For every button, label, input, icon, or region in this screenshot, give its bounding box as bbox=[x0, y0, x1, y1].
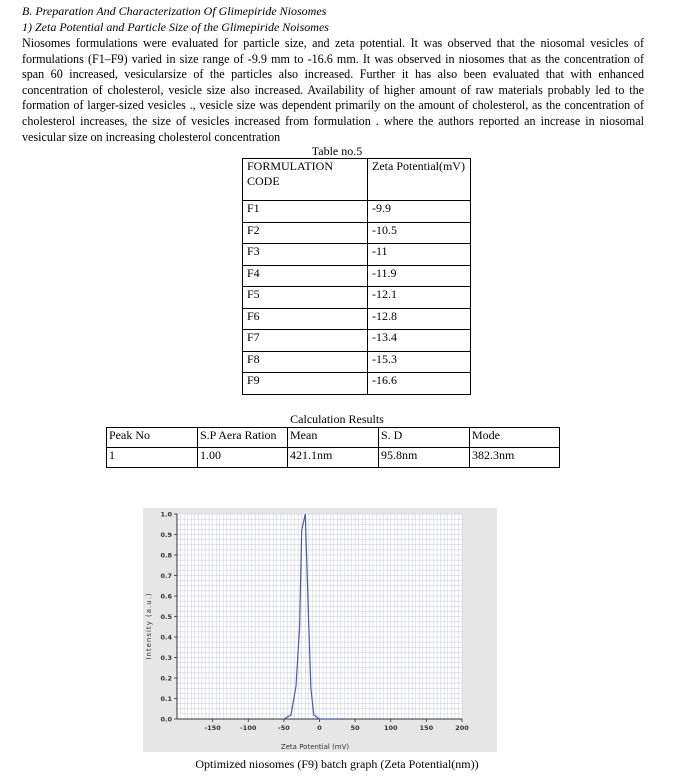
section-heading: B. Preparation And Characterization Of Glimepiride Niosomes bbox=[22, 4, 327, 18]
y-tick-label: 0.5 bbox=[160, 613, 172, 621]
formulation-cell: F8 bbox=[243, 351, 368, 373]
header-sp-area-ratio: S.P Aera Ration bbox=[198, 428, 288, 448]
sd-cell: 95.8nm bbox=[379, 448, 470, 468]
table-row bbox=[243, 265, 471, 287]
zeta-cell: -12.8 bbox=[368, 308, 471, 330]
mode-cell: 382.3nm bbox=[470, 448, 560, 468]
x-tick-label: 200 bbox=[455, 724, 469, 732]
zeta-cell: -11 bbox=[368, 244, 471, 266]
zeta-potential-chart-frame bbox=[143, 508, 497, 752]
peak-no-cell: 1 bbox=[107, 448, 198, 468]
table5-caption: Table no.5 bbox=[311, 144, 363, 158]
table-row bbox=[243, 308, 471, 330]
table-row bbox=[243, 222, 471, 244]
subsection-heading: 1) Zeta Potential and Particle Size of the Glimepiride Noisomes bbox=[22, 20, 329, 34]
formulation-cell: F4 bbox=[243, 265, 368, 287]
sp-area-ratio-cell: 1.00 bbox=[198, 448, 288, 468]
calc-caption: Calculation Results bbox=[290, 412, 384, 426]
chart-grid bbox=[177, 514, 462, 719]
table-row bbox=[243, 351, 471, 373]
header-sd: S. D bbox=[379, 428, 470, 448]
zeta-cell: -9.9 bbox=[368, 201, 471, 223]
x-tick-label: -150 bbox=[204, 724, 221, 732]
y-tick-label: 1.0 bbox=[160, 510, 172, 519]
x-tick-label: 0 bbox=[317, 724, 322, 732]
formulation-cell: F5 bbox=[243, 287, 368, 309]
formulation-cell: F1 bbox=[243, 201, 368, 223]
zeta-cell: -10.5 bbox=[368, 222, 471, 244]
header-formulation-code: FORMULATION CODE bbox=[243, 159, 368, 201]
formulation-cell: F3 bbox=[243, 244, 368, 266]
table-header-row bbox=[107, 428, 560, 448]
formulation-cell: F9 bbox=[243, 373, 368, 395]
zeta-cell: -13.4 bbox=[368, 330, 471, 352]
table-row bbox=[243, 201, 471, 223]
x-tick-label: 50 bbox=[350, 724, 360, 732]
header-peak-no: Peak No bbox=[107, 428, 198, 448]
x-tick-labels bbox=[204, 719, 469, 732]
y-axis-label: Intensity (a.u.) bbox=[145, 592, 153, 660]
header-mean: Mean bbox=[288, 428, 379, 448]
formulation-cell: F7 bbox=[243, 330, 368, 352]
y-tick-label: 0.7 bbox=[160, 572, 172, 580]
formulation-cell: F6 bbox=[243, 308, 368, 330]
zeta-cell: -12.1 bbox=[368, 287, 471, 309]
table-row bbox=[107, 448, 560, 468]
formulation-cell: F2 bbox=[243, 222, 368, 244]
x-tick-label: 150 bbox=[419, 724, 434, 732]
y-tick-label: 0.6 bbox=[160, 592, 172, 601]
x-tick-label: -100 bbox=[240, 724, 257, 732]
mean-cell: 421.1nm bbox=[288, 448, 379, 468]
zeta-potential-table bbox=[242, 158, 471, 395]
y-tick-labels bbox=[160, 511, 177, 724]
table-row bbox=[243, 373, 471, 395]
zeta-potential-chart bbox=[143, 508, 497, 752]
table-row bbox=[243, 244, 471, 266]
calculation-results-table bbox=[106, 427, 560, 468]
y-tick-label: 0.9 bbox=[160, 531, 172, 539]
zeta-cell: -16.6 bbox=[368, 373, 471, 395]
chart-caption: Optimized niosomes (F9) batch graph (Zeta Potential(nm)) bbox=[195, 757, 479, 771]
y-tick-label: 0.4 bbox=[160, 633, 172, 642]
y-tick-label: 0.3 bbox=[160, 654, 172, 662]
y-tick-label: 0.8 bbox=[160, 551, 172, 560]
header-mode: Mode bbox=[470, 428, 560, 448]
zeta-cell: -11.9 bbox=[368, 265, 471, 287]
y-tick-label: 0.0 bbox=[160, 715, 172, 724]
x-tick-label: -50 bbox=[278, 724, 290, 732]
table-header-row bbox=[243, 159, 471, 201]
table-row bbox=[243, 330, 471, 352]
x-axis-label: Zeta Potential (mV) bbox=[280, 743, 350, 751]
y-tick-label: 0.1 bbox=[160, 695, 172, 703]
y-tick-label: 0.2 bbox=[160, 674, 172, 683]
header-zeta-potential: Zeta Potential(mV) bbox=[368, 159, 471, 201]
table-row bbox=[243, 287, 471, 309]
body-paragraph: Niosomes formulations were evaluated for particle size, and zeta potential. It was observed that the niosomal vesicles of formulations (F1–F9) varied in size range of -9.9 mm to -16.6 mm. It was observed in niosomes that as the concentration of span 60 increased, vesicularsize of the particles also increased. Further it has also been evaluated that with enhanced concentration of cholesterol, vesicle size also increased. Availability of higher amount of raw materials probably led to the formation of larger-sized vesicles ., vesicle size was dependent primarily on the amount of cholesterol, as the concentration of cholesterol increases, the size of vesicles increased from formulation . where the authors reported an increase in niosomal vesicular size on increasing cholesterol concentration bbox=[22, 36, 644, 144]
x-tick-label: 100 bbox=[383, 724, 398, 732]
zeta-cell: -15.3 bbox=[368, 351, 471, 373]
